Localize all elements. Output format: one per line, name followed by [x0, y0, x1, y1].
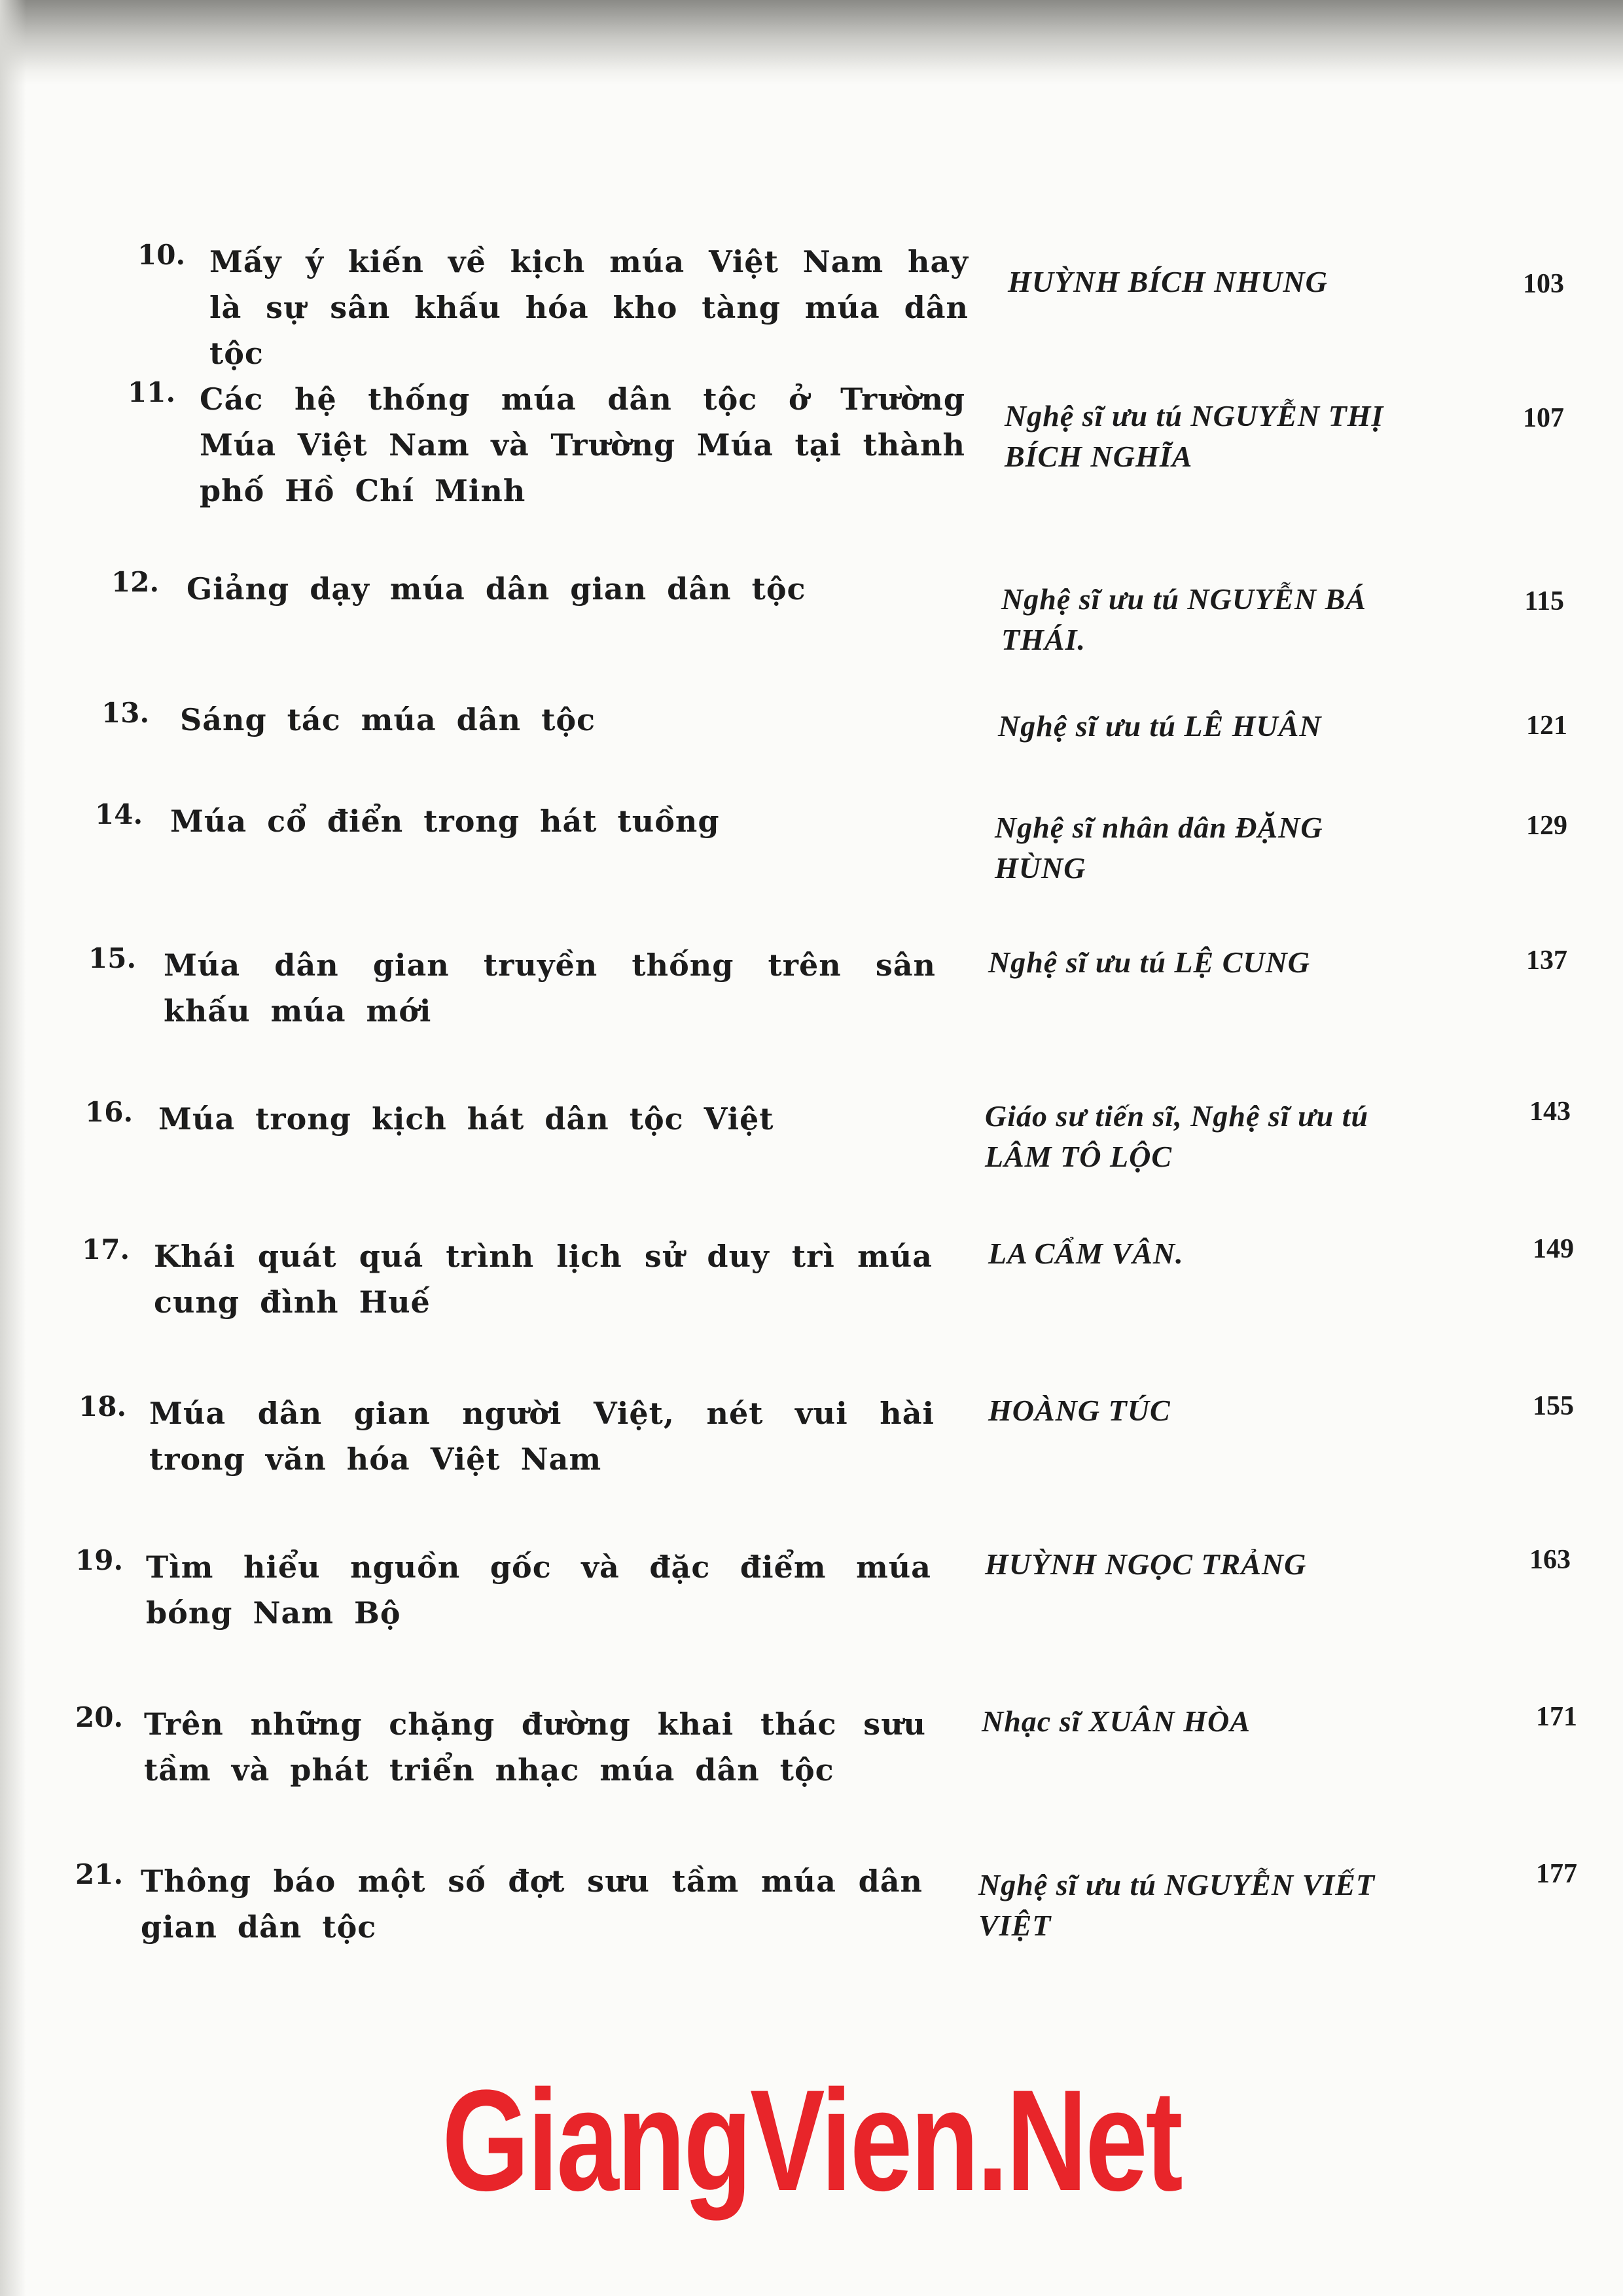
- entry-number: 21.: [75, 1858, 124, 1890]
- entry-page: 121: [1526, 711, 1567, 741]
- entry-author: Nhạc sĩ XUÂN HÒA: [982, 1704, 1251, 1738]
- entry-number: 14.: [95, 798, 143, 830]
- entry-page: 143: [1529, 1097, 1571, 1127]
- entry-title: Các hệ thống múa dân tộc ở Trường Múa Việt Nam và Trường Múa tại thành phố Hồ Chí Minh: [200, 381, 965, 508]
- toc-entry-18: [79, 1390, 1574, 1521]
- entry-page: 107: [1523, 403, 1564, 433]
- entry-page: 149: [1533, 1234, 1574, 1264]
- entry-title: Sáng tác múa dân tộc: [180, 702, 596, 737]
- entry-page: 163: [1529, 1545, 1571, 1575]
- toc-entry-17: [82, 1233, 1574, 1364]
- entry-number: 10.: [137, 239, 186, 271]
- entry-page: 137: [1526, 945, 1567, 976]
- entry-title: Giảng dạy múa dân gian dân tộc: [187, 571, 806, 607]
- entry-author: Nghệ sĩ ưu tú LÊ HUÂN: [998, 709, 1322, 743]
- entry-page: 115: [1524, 586, 1564, 616]
- entry-page: 177: [1536, 1859, 1577, 1889]
- toc-entry-21: [75, 1858, 1577, 1989]
- entry-author: Nghệ sĩ ưu tú NGUYỄN BÁ THÁI.: [1001, 582, 1366, 656]
- entry-title: Múa cổ điển trong hát tuồng: [170, 804, 720, 839]
- toc-entry-15: [88, 942, 1567, 1073]
- entry-author: Nghệ sĩ ưu tú NGUYỄN THỊ BÍCH NGHĨA: [1005, 399, 1384, 473]
- entry-title: Múa dân gian truyền thống trên sân khấu múa mới: [164, 947, 936, 1029]
- entry-author: HUỲNH BÍCH NHUNG: [1008, 265, 1328, 298]
- entry-page: 129: [1526, 811, 1567, 841]
- entry-title: Trên những chặng đường khai thác sưu tầm và phát triển nhạc múa dân tộc: [144, 1706, 926, 1788]
- entry-title: Khái quát quá trình lịch sử duy trì múa cung đình Huế: [154, 1239, 933, 1320]
- entry-title: Múa trong kịch hát dân tộc Việt: [158, 1101, 774, 1137]
- entry-number: 15.: [88, 942, 137, 974]
- entry-title: Múa dân gian người Việt, nét vui hài trong văn hóa Việt Nam: [149, 1396, 935, 1477]
- entry-author: HOÀNG TÚC: [988, 1394, 1171, 1427]
- toc-entry-16: [85, 1096, 1571, 1227]
- entry-number: 13.: [101, 697, 150, 729]
- toc-entry-19: [75, 1544, 1571, 1675]
- entry-page: 171: [1536, 1702, 1577, 1732]
- entry-number: 17.: [82, 1233, 130, 1265]
- entry-page: 155: [1533, 1391, 1574, 1421]
- toc-entry-12: [111, 566, 1564, 697]
- entry-author: Giáo sư tiến sĩ, Nghệ sĩ ưu tú LÂM TÔ LỘC: [985, 1099, 1369, 1173]
- entry-title: Mấy ý kiến về kịch múa Việt Nam hay là sự sân khấu hóa kho tàng múa dân tộc: [209, 244, 969, 371]
- entry-number: 19.: [75, 1544, 124, 1576]
- entry-author: Nghệ sĩ ưu tú LỆ CUNG: [988, 945, 1311, 979]
- entry-title: Thông báo một số đợt sưu tầm múa dân gian dân tộc: [141, 1863, 923, 1945]
- entry-author: HUỲNH NGỌC TRẢNG: [985, 1547, 1307, 1581]
- entry-number: 16.: [85, 1096, 134, 1128]
- entry-author: Nghệ sĩ nhân dân ĐẶNG HÙNG: [995, 811, 1323, 885]
- entry-author: LA CẨM VÂN.: [988, 1237, 1184, 1270]
- toc-entry-20: [75, 1701, 1577, 1832]
- toc-entry-10: [137, 239, 1564, 371]
- site-watermark: GiangVien.Net: [442, 2060, 1181, 2221]
- toc-entry-14: [95, 798, 1567, 929]
- entry-author: Nghệ sĩ ưu tú NGUYỄN VIẾT VIỆT: [978, 1868, 1375, 1942]
- entry-number: 12.: [111, 566, 160, 598]
- entry-number: 20.: [75, 1701, 124, 1733]
- entry-number: 11.: [128, 376, 176, 408]
- toc-entry-11: [128, 376, 1564, 508]
- entry-page: 103: [1523, 269, 1564, 299]
- entry-title: Tìm hiểu nguồn gốc và đặc điểm múa bóng Nam Bộ: [146, 1549, 931, 1631]
- entry-number: 18.: [79, 1390, 127, 1422]
